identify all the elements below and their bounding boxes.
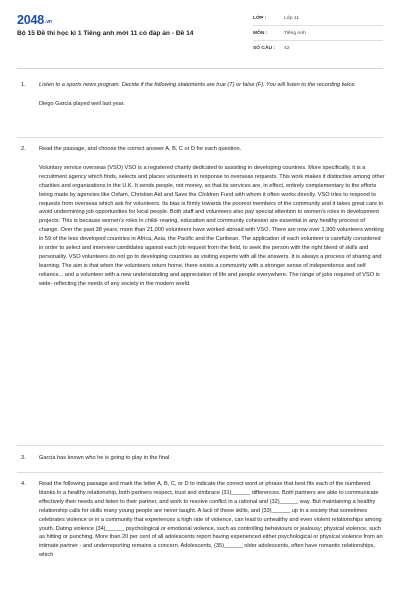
meta-divider (253, 40, 383, 41)
meta-class-key: LỚP : (253, 16, 267, 21)
cloze-passage: Read the following passage and mark the letter A, B, C, or D to indicate the correct word or phrase that best fits each of the numbered blanks.In a healthy relationship, both partners respect, trust and embrace (31)______ differences. Both partners are able to communicate effectively their needs and listen to their partner, and work to resolve conflict in a rational and (32)______ way. But maintaining a healthy relationship calls for skills many young people are never taught. A lack of these skills, and (33)______ up in a society that sometimes celebrates violence or in a community that experiences a high rate of violence, can lead to unhealthy and even violent relationships among youth. Dating violence (34)______ psychological or emotional violence, such as controlling behaviours or jealousy; physical violence, such as hitting or punching. More than 20 per cent of all adolescents report having experienced either psychological or physical violence from an intimate partner - and underreporting remains a concern. Adolescents, (35)______ older adolescents, often have romantic relationships, which (39, 481, 383, 559)
logo-text: 2048 (17, 13, 45, 27)
reading-passage: Voluntary service overseas (VSO) VSO is a registered charity dedicated to assisting in developing countries. More specifically, it is a recruitment agency which finds, selects and places volunteers in response to overseas requests. This work makes it distinctive among other charities and organizations in the U.K. It sends people, not money, so that its services are, in effect, entirely complementary to the efforts being made by agencies like Oxfam, Christian Aid and Save the Children Fund with whom it often works directly. VSO tries to respond to requests from overseas which ask for volunteers. Its bias is firmly towards the poorest members of the community and it takes great care to avoid undermining job opportunities for local people. Both staff and volunteers also pay special attention to women's roles in development projects. This is because women's roles in child- rearing, education and community cohesion are essential in any healthy process of change. Over the past 38 years, more than 21,000 volunteers have worked abroad with VSO. There are now over 1,900 volunteers working in 59 of the less developed countries in Africa, Asia, the Pacific and the Caribean. The application of each volunteer is carefully considered in order to select and interview candidates against each job request from the field, to seek the person with the right blend of skills and personality. VSO volunteers do not go to developing countries as visiting experts with all the answers. It is always a process of sharing and learning. The aim is that when the volunteers return home, there exists a community with a stronger sense of independence and self reliance... and a volunteer with a new understanding and appreciation of life and people everywhere. The range of jobs required of VSO is wide- reflecting the needs of any society in the modern world. (39, 164, 385, 287)
logo-suffix: .vn (45, 19, 52, 25)
site-logo[interactable] (17, 13, 52, 27)
document-title: Bộ 15 Đề thi học kì 1 Tiếng anh mới 11 có đáp án - Đề 14 (17, 30, 194, 37)
question-statement: Garcia has known who he is going to play in the final. (39, 455, 171, 461)
question-instruction: Read the passage, and choose the correct answer A, B, C or D for each question. (39, 146, 242, 152)
meta-divider (253, 25, 383, 26)
question-number: 4. (21, 481, 26, 487)
meta-subject-value: Tiếng Anh (284, 31, 306, 36)
meta-subject-key: MÔN : (253, 31, 268, 36)
question-instruction: Listen to a sports news program. Decide if the following statements are true (T) or false (F). You will listen to the recording twice. (39, 82, 357, 88)
document-header (0, 0, 400, 62)
meta-count-key: SỐ CÂU : (253, 46, 276, 51)
question-divider (17, 472, 383, 473)
header-rule (17, 68, 383, 69)
meta-count-value: 42 (284, 46, 290, 51)
question-number: 3. (21, 455, 26, 461)
question-number: 1. (21, 82, 26, 88)
question-statement: Diego Garcia played well last year. (39, 100, 125, 107)
question-divider (17, 445, 383, 446)
meta-class-value: Lớp 11 (284, 16, 300, 21)
question-divider (17, 137, 383, 138)
question-number: 2. (21, 146, 26, 152)
